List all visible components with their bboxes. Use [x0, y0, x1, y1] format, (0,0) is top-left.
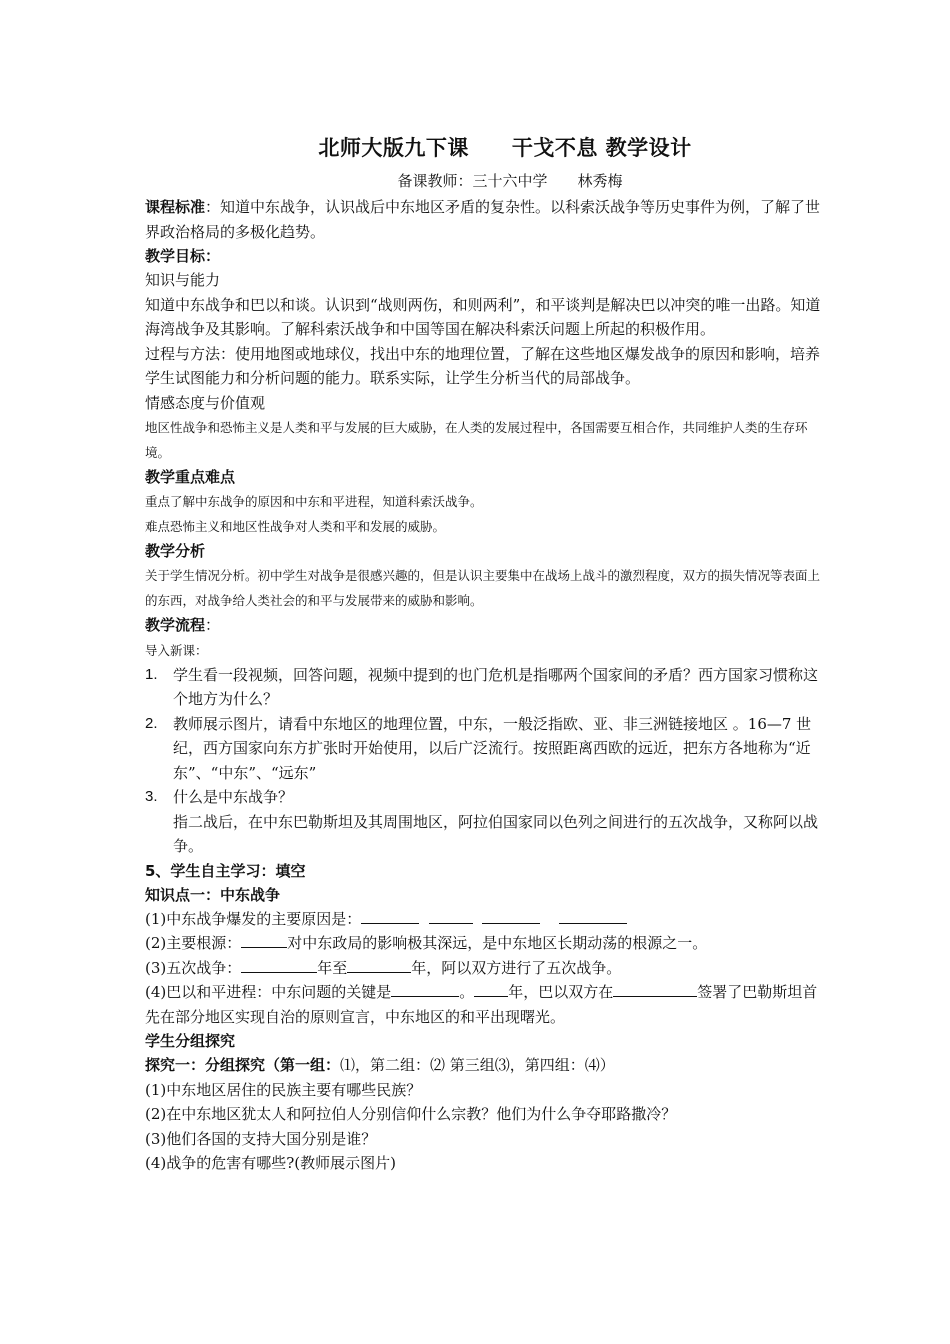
group-heading: 学生分组探究 — [145, 1032, 236, 1050]
course-standard-text: ：知道中东战争，认识战后中东地区矛盾的复杂性。以科索沃战争等历史事件为例，了解了世界政治格局的多极化趋势。 — [145, 198, 821, 241]
fill-question-text: 。 — [459, 983, 475, 1001]
fill-blank[interactable] — [482, 909, 540, 924]
analysis-text: 关于学生情况分析。初中学生对战争是很感兴趣的，但是认识主要集中在战场上战斗的激烈程度，双方的损失情况等表面上的东西，对战争给人类社会的和平与发展带来的威胁和影响。 — [145, 568, 821, 608]
flow-heading-line — [145, 613, 825, 638]
process-text: 过程与方法：使用地图或地球仪，找出中东的地理位置，了解在这些地区爆发战争的原因和影响，培养学生试图能力和分析问题的能力。联系实际，让学生分析当代的局部战争。 — [145, 344, 821, 387]
fill-question-text: (2)主要根源： — [145, 934, 242, 952]
list-item-number: 2. — [145, 714, 158, 732]
fill-question-text: 年至 — [317, 958, 348, 977]
fill-blank[interactable] — [361, 909, 419, 924]
fill-blank[interactable] — [559, 909, 627, 924]
fill-question-3 — [145, 956, 825, 981]
explore-question: (3)他们各国的支持大国分别是谁？ — [145, 1129, 377, 1148]
keypoints-difficulty: 难点恐怖主义和地区性战争对人类和平和发展的威胁。 — [145, 519, 446, 534]
course-standard-label: 课程标准 — [145, 198, 206, 216]
list-item-number: 3. — [145, 788, 158, 805]
list-item — [145, 785, 825, 859]
flow-heading: 教学流程 — [145, 616, 206, 634]
explore-question: (1)中东地区居住的民族主要有哪些民族？ — [145, 1080, 422, 1099]
document-title: 北师大版九下课 干戈不息 教学设计 — [318, 136, 692, 160]
goals-heading: 教学目标： — [145, 247, 221, 265]
fill-blank[interactable] — [241, 933, 287, 948]
document-subtitle: 备课教师：三十六中学 林秀梅 — [397, 172, 623, 190]
keypoints-heading: 教学重点难点 — [145, 468, 236, 486]
emotion-text: 地区性战争和恐怖主义是人类和平与发展的巨大威胁，在人类的发展过程中，各国需要互相合作，共同维护人类的生存环境。 — [145, 420, 808, 460]
fill-question-text: (3)五次战争： — [145, 958, 242, 977]
explore-line — [145, 1053, 825, 1078]
list-item-text: 教师展示图片，请看中东地区的地理位置，中东，一般泛指欧、亚、非三洲链接地区 。16—7 世纪，西方国家向东方扩张时开始使用，以后广泛流行。按照距离西欧的远近，把东方各地称为“近东”、“中东”、“远东” — [173, 714, 812, 782]
fill-question-text: 签署了巴勒斯坦首先在部分地区实现自治的原则宣言，中东地区的和平出现曙光。 — [145, 983, 818, 1026]
fill-blank[interactable] — [429, 909, 473, 924]
fill-blank[interactable] — [613, 982, 697, 997]
fill-blank[interactable] — [474, 982, 508, 997]
knowledge-text: 知道中东战争和巴以和谈。认识到“战则两伤，和则两利”，和平谈判是解决巴以冲突的唯一出路。知道海湾战争及其影响。了解科索沃战争和中国等国在解决科索沃问题上所起的积极作用。 — [145, 295, 821, 338]
fill-question-4 — [145, 980, 825, 1029]
keypoints-focus: 重点了解中东战争的原因和中东和平进程，知道科索沃战争。 — [145, 494, 483, 509]
knowledge-point-heading: 知识点一：中东战争 — [145, 885, 281, 904]
course-standard — [145, 195, 825, 244]
document-page — [145, 132, 825, 1176]
explore-question: (4)战争的危害有哪些?(教师展示图片) — [145, 1154, 396, 1172]
flow-list — [145, 663, 825, 859]
fill-question-text: (1)中东战争爆发的主要原因是： — [145, 909, 362, 928]
list-item-number: 1. — [145, 665, 158, 683]
list-item — [145, 712, 825, 786]
fill-question-text: (4)巴以和平进程：中东问题的关键是 — [145, 983, 392, 1001]
list-item — [145, 663, 825, 712]
fill-blank[interactable] — [347, 958, 411, 973]
list-item-extra: 指二战后，在中东巴勒斯坦及其周围地区，阿拉伯国家同以色列之间进行的五次战争，又称阿以战争。 — [173, 812, 819, 855]
list-item-text: 学生看一段视频，回答问题，视频中提到的也门危机是指哪两个国家间的矛盾？西方国家习惯称这个地方为什么？ — [173, 665, 819, 708]
fill-question-1 — [145, 907, 825, 932]
analysis-heading: 教学分析 — [145, 542, 206, 560]
fill-blank[interactable] — [241, 958, 317, 973]
explore-groups: ⑴，第二组：⑵ 第三组⑶，第四组：⑷） — [340, 1056, 615, 1074]
selfstudy-heading: 5、学生自主学习：填空 — [145, 861, 306, 880]
fill-question-text: 年，巴以双方在 — [508, 983, 614, 1001]
emotion-label: 情感态度与价值观 — [145, 393, 266, 412]
explore-label: 探究一：分组探究（第一组： — [145, 1056, 341, 1074]
fill-question-2 — [145, 931, 825, 956]
flow-heading-colon: ： — [205, 616, 221, 634]
fill-question-text: 对中东政局的影响极其深远，是中东地区长期动荡的根源之一。 — [287, 934, 708, 952]
explore-question: (2)在中东地区犹太人和阿拉伯人分别信仰什么宗教？他们为什么争夺耶路撒冷？ — [145, 1105, 677, 1123]
fill-blank[interactable] — [391, 982, 459, 997]
knowledge-label: 知识与能力 — [145, 271, 221, 289]
fill-question-text: 年，阿以双方进行了五次战争。 — [411, 958, 622, 977]
list-item-text: 什么是中东战争？ — [173, 788, 294, 806]
flow-intro: 导入新课： — [145, 642, 208, 658]
